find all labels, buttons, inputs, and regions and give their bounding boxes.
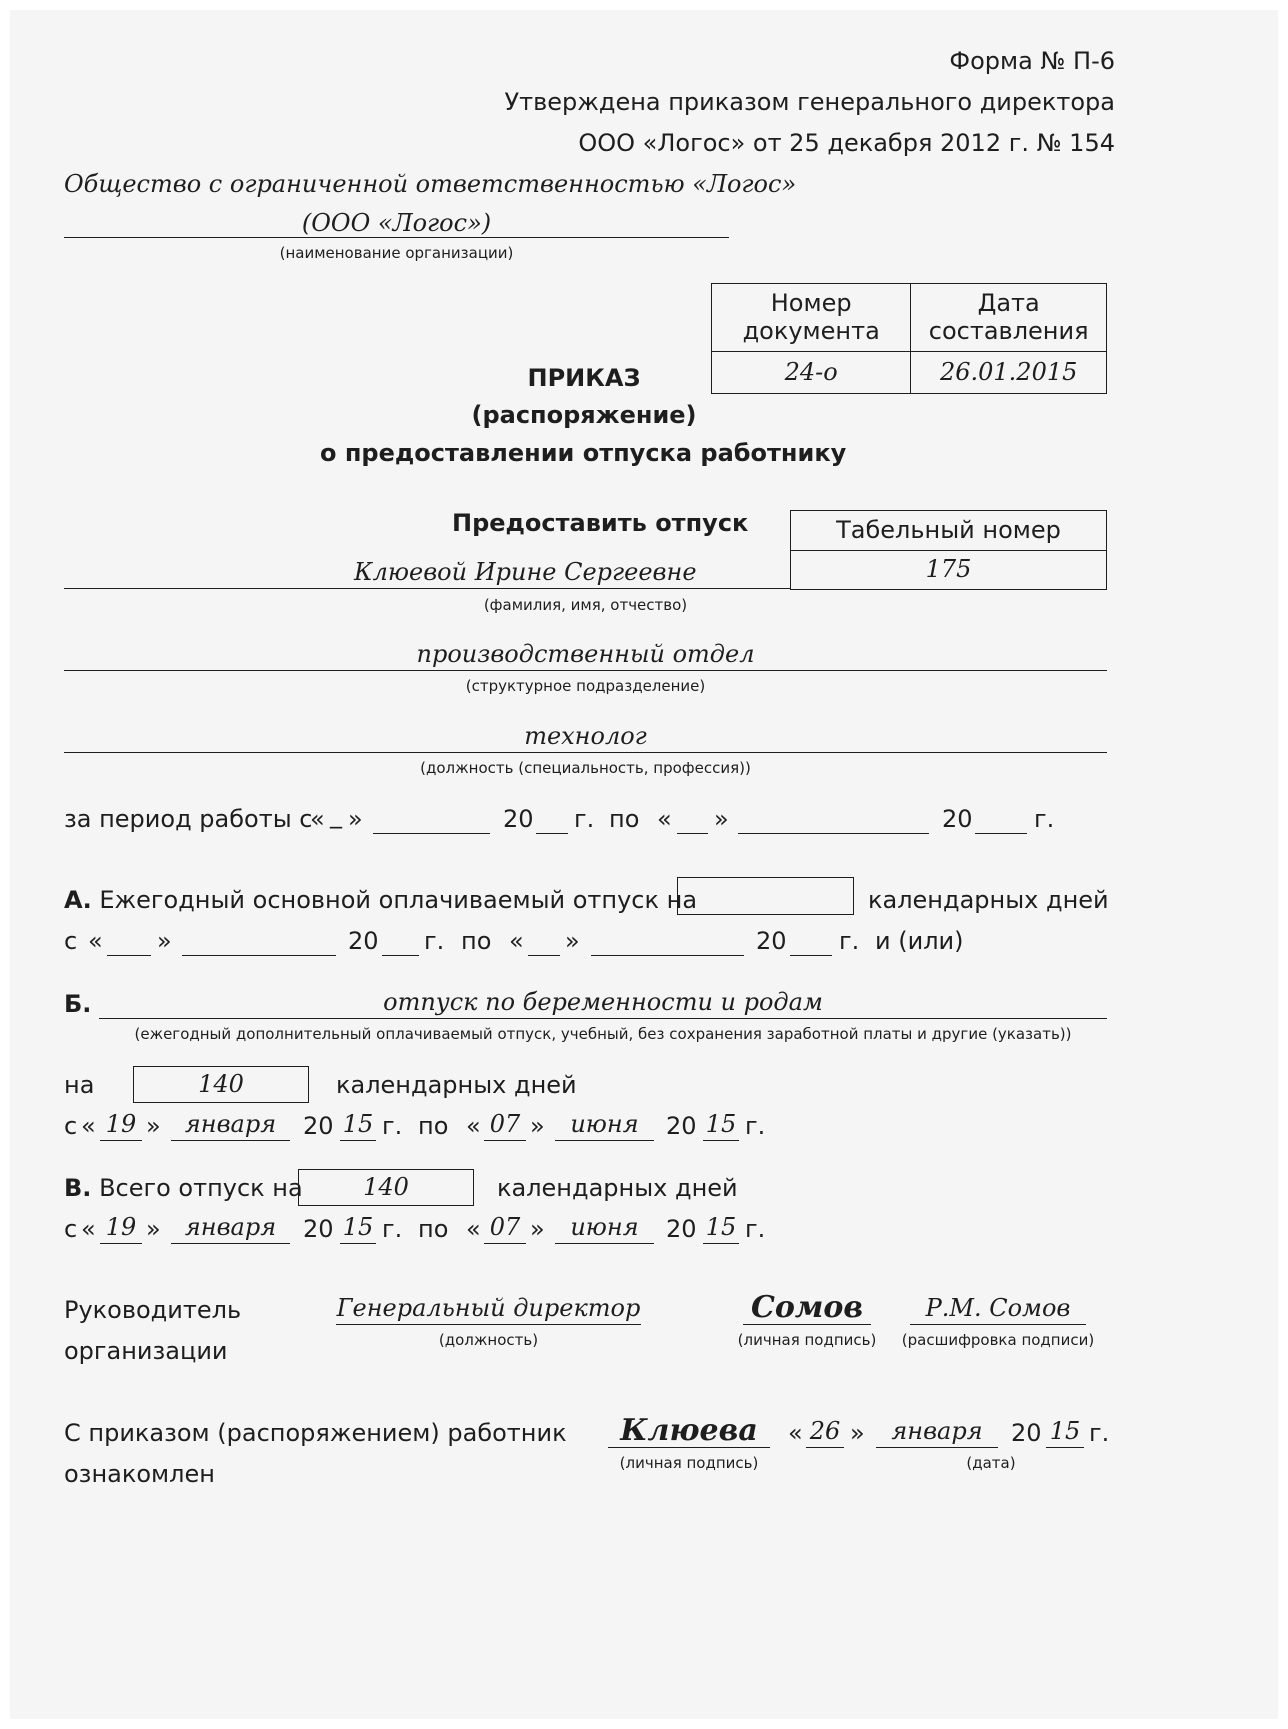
title-disposition: (распоряжение): [471, 401, 697, 429]
period-open-quote: «: [310, 805, 325, 833]
document-info-table: [711, 283, 1107, 394]
section-v-open-quote: «: [81, 1215, 96, 1243]
section-a-start-year-blank: [382, 928, 419, 956]
organization-short-name: (ООО «Логос»): [64, 210, 729, 238]
section-v-end-open-quote: «: [466, 1215, 481, 1243]
title-subject: о предоставлении отпуска работнику: [320, 439, 847, 467]
section-a-letter: А.: [64, 886, 92, 914]
section-v-letter: В.: [64, 1174, 92, 1202]
section-b-end-year-suffix: г.: [745, 1112, 766, 1140]
section-a-by: по: [461, 927, 492, 955]
period-label: за период работы с: [64, 805, 313, 833]
doc-date-value: 26.01.2015: [911, 352, 1107, 394]
director-position: Генеральный директор: [336, 1295, 641, 1325]
section-b-start-month: января: [171, 1111, 290, 1141]
ack-day: 26: [806, 1418, 844, 1448]
section-a-end-month-blank: [591, 928, 744, 956]
section-v-start-day: 19: [100, 1214, 142, 1244]
section-a-start-day-blank: [107, 928, 151, 956]
ack-open-quote: «: [788, 1419, 803, 1447]
position-caption: (должность (специальность, профессия)): [420, 759, 751, 777]
employee-signature-caption: (личная подпись): [619, 1454, 759, 1472]
period-blank-day: _: [330, 801, 342, 829]
section-b-end-close-quote: »: [530, 1112, 545, 1140]
section-b-days-box: 140: [133, 1066, 309, 1103]
section-b-end-day: 07: [484, 1111, 526, 1141]
director-label-line-1: Руководитель: [64, 1296, 242, 1324]
section-v-start-year-suffix: г.: [382, 1215, 403, 1243]
period-start-month-blank: [373, 806, 490, 834]
period-end-year-suffix: г.: [1034, 805, 1055, 833]
section-a-start-year-prefix: 20: [348, 927, 379, 955]
section-a-open-quote: «: [88, 927, 103, 955]
period-by: по: [609, 805, 640, 833]
section-v-end-month: июня: [555, 1214, 654, 1244]
title-order: ПРИКАЗ: [527, 364, 641, 392]
section-b-end-year-prefix: 20: [666, 1112, 697, 1140]
approval-line-1: Утверждена приказом генерального директора: [504, 88, 1115, 116]
section-b-days-label: календарных дней: [336, 1071, 577, 1099]
section-b-leave-type: отпуск по беременности и родам: [99, 989, 1107, 1019]
section-b-start-year-prefix: 20: [303, 1112, 334, 1140]
acknowledgement-line-1: С приказом (распоряжением) работник: [64, 1419, 567, 1447]
section-b-start-year-suffix: г.: [382, 1112, 403, 1140]
section-b-start-day: 19: [100, 1111, 142, 1141]
ack-month: января: [876, 1418, 998, 1448]
director-name: Р.М. Сомов: [910, 1295, 1086, 1325]
doc-number-value: 24-о: [712, 352, 911, 394]
section-a-days-label: календарных дней: [868, 886, 1109, 914]
section-a-line: [64, 887, 697, 915]
director-signature: Сомов: [743, 1291, 871, 1325]
ack-date-caption: (дата): [966, 1454, 1016, 1472]
tab-number-value: 175: [791, 551, 1107, 590]
grant-label: Предоставить отпуск: [452, 509, 749, 537]
section-a-from: с: [64, 927, 78, 955]
section-b-end-year: 15: [703, 1111, 739, 1141]
tab-number-header: Табельный номер: [791, 511, 1107, 551]
section-v-start-year-prefix: 20: [303, 1215, 334, 1243]
period-start-year-suffix: г.: [574, 805, 595, 833]
director-signature-caption: (личная подпись): [737, 1331, 877, 1349]
section-a-end-close-quote: »: [565, 927, 580, 955]
section-v-end-year: 15: [703, 1214, 739, 1244]
section-b-open-quote: «: [81, 1112, 96, 1140]
section-a-close-quote: »: [157, 927, 172, 955]
document-page: [10, 10, 1278, 1719]
section-v-start-year: 15: [340, 1214, 376, 1244]
employee-name: Клюевой Ирине Сергеевне: [64, 559, 790, 589]
period-start-year-blank: [536, 806, 568, 834]
section-a-end-year-blank: [790, 928, 832, 956]
section-b-letter: Б.: [64, 990, 92, 1018]
ack-close-quote: »: [850, 1419, 865, 1447]
period-end-day-blank: [677, 806, 708, 834]
doc-number-header: Номер документа: [712, 284, 911, 352]
section-b-on: на: [64, 1071, 95, 1099]
period-start-year-prefix: 20: [503, 805, 534, 833]
section-v-end-year-suffix: г.: [745, 1215, 766, 1243]
section-v-days-label: календарных дней: [497, 1174, 738, 1202]
organization-caption: (наименование организации): [279, 244, 514, 262]
director-label-line-2: организации: [64, 1337, 228, 1365]
department-caption: (структурное подразделение): [465, 677, 706, 695]
section-b-from: с: [64, 1112, 78, 1140]
tab-number-table: [790, 510, 1107, 590]
section-a-and-or: и (или): [875, 927, 964, 955]
section-v-end-year-prefix: 20: [666, 1215, 697, 1243]
section-b-by: по: [418, 1112, 449, 1140]
director-position-caption: (должность): [438, 1331, 539, 1349]
section-a-end-year-prefix: 20: [756, 927, 787, 955]
organization-full-name: Общество с ограниченной ответственностью «Логос»: [64, 170, 797, 198]
ack-year-prefix: 20: [1011, 1419, 1042, 1447]
section-v-days-box: 140: [298, 1169, 474, 1206]
employee-name-caption: (фамилия, имя, отчество): [483, 596, 688, 614]
section-a-text: Ежегодный основной оплачиваемый отпуск на: [99, 886, 698, 914]
department: производственный отдел: [64, 641, 1107, 671]
section-v-end-close-quote: »: [530, 1215, 545, 1243]
section-b-close-quote: »: [146, 1112, 161, 1140]
section-a-start-month-blank: [182, 928, 336, 956]
section-v-end-day: 07: [484, 1214, 526, 1244]
section-v-from: с: [64, 1215, 78, 1243]
doc-date-header: Дата составления: [911, 284, 1107, 352]
section-v-close-quote: »: [146, 1215, 161, 1243]
section-v-by: по: [418, 1215, 449, 1243]
section-a-end-open-quote: «: [509, 927, 524, 955]
period-end-year-prefix: 20: [942, 805, 973, 833]
section-a-end-year-suffix: г.: [839, 927, 860, 955]
ack-year-suffix: г.: [1089, 1419, 1110, 1447]
section-b-caption: (ежегодный дополнительный оплачиваемый отпуск, учебный, без сохранения заработной платы и другие (указать)): [134, 1025, 1072, 1043]
section-b-end-open-quote: «: [466, 1112, 481, 1140]
period-end-year-blank: [975, 806, 1027, 834]
section-a-start-year-suffix: г.: [424, 927, 445, 955]
section-a-end-day-blank: [528, 928, 560, 956]
period-end-open-quote: «: [657, 805, 672, 833]
period-end-month-blank: [738, 806, 929, 834]
section-b-start-year: 15: [340, 1111, 376, 1141]
section-b-end-month: июня: [555, 1111, 654, 1141]
ack-year: 15: [1046, 1418, 1084, 1448]
section-a-days-box: [677, 877, 854, 915]
form-number: Форма № П-6: [949, 47, 1115, 75]
approval-line-2: ООО «Логос» от 25 декабря 2012 г. № 154: [578, 129, 1115, 157]
employee-signature: Клюева: [608, 1414, 770, 1448]
period-close-quote: »: [348, 805, 363, 833]
section-v-text: Всего отпуск на: [99, 1174, 303, 1202]
position: технолог: [64, 723, 1107, 753]
acknowledgement-line-2: ознакомлен: [64, 1460, 215, 1488]
section-v-start-month: января: [171, 1214, 290, 1244]
period-end-close-quote: »: [714, 805, 729, 833]
section-v-line: [64, 1175, 303, 1203]
director-name-caption: (расшифровка подписи): [901, 1331, 1095, 1349]
